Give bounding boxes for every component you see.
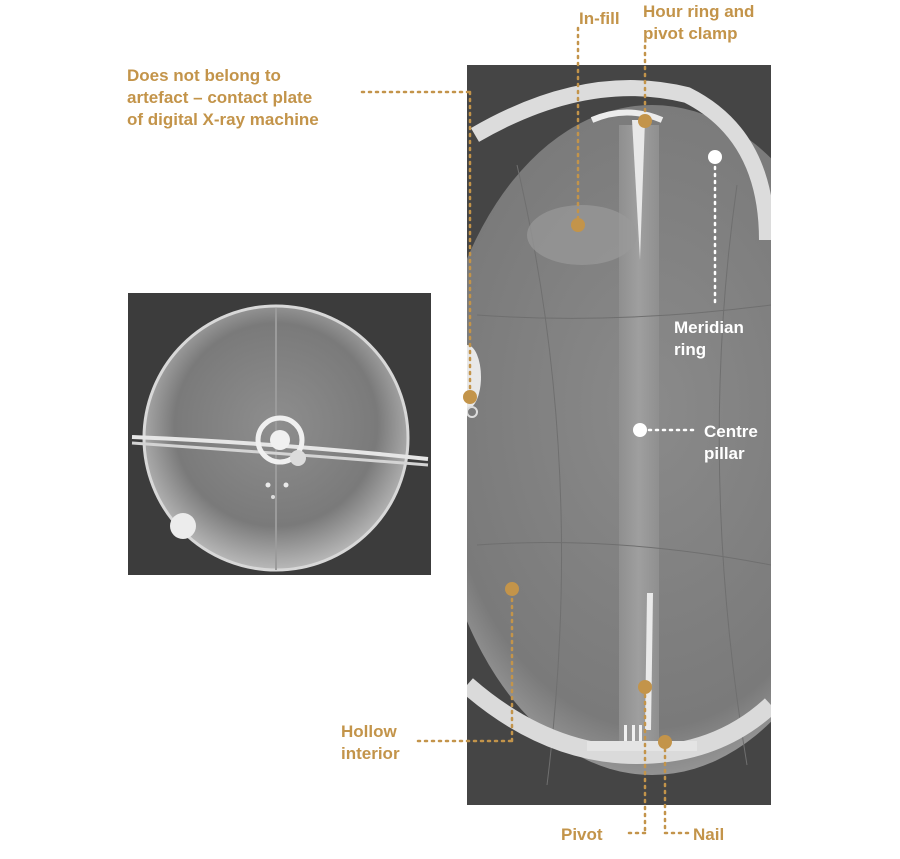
label-centre-pillar: Centre pillar [704, 422, 758, 463]
contact-plate-mark [170, 513, 196, 539]
label-meridian-ring: Meridian ring [674, 318, 744, 359]
label-nail: Nail [693, 825, 725, 844]
label-hour-ring: Hour ring and pivot clamp [643, 2, 755, 43]
label-contact-plate: Does not belong to artefact – contact plate of digital X-ray machine [127, 66, 319, 129]
label-pivot: Pivot [561, 825, 603, 844]
xray-top-view [128, 293, 431, 575]
label-infill: In-fill [579, 9, 620, 28]
label-hollow-interior: Hollow interior [341, 722, 400, 763]
